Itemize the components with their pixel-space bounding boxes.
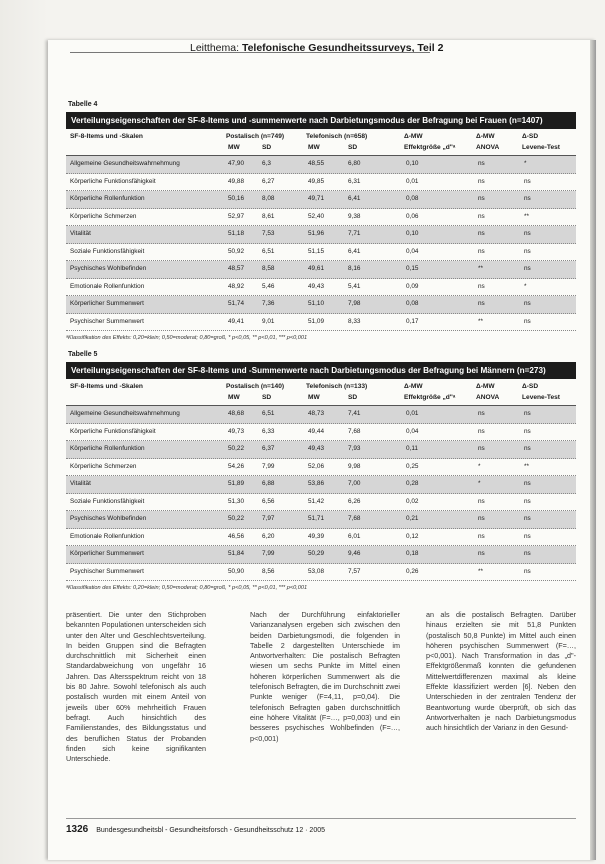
- table-column-headers: [66, 129, 576, 156]
- table-cell: 0,17: [406, 317, 419, 325]
- table-cell: 6,01: [348, 532, 361, 540]
- table-cell: 49,43: [308, 445, 324, 452]
- table-cell: ns: [524, 300, 531, 307]
- col-mw1: MW: [228, 144, 240, 151]
- table-cell: 0,25: [406, 462, 419, 470]
- table-cell: ns: [478, 445, 485, 452]
- table-cell: ns: [524, 445, 531, 452]
- table-cell: 0,01: [406, 410, 419, 417]
- row-label: Vitalität: [70, 480, 91, 487]
- footer-rule: [66, 818, 576, 819]
- table-cell: 0,12: [406, 532, 419, 540]
- table-cell: 7,57: [348, 567, 361, 575]
- table-cell: 0,09: [406, 282, 419, 290]
- page-number: 1326: [66, 824, 89, 835]
- table-cell: 49,43: [308, 282, 324, 290]
- col-sd2: SD: [348, 144, 358, 151]
- table-row: [66, 529, 576, 547]
- table-cell: ns: [524, 265, 531, 272]
- col-anova: ANOVA: [476, 144, 500, 151]
- table-cell: 48,57: [228, 265, 244, 272]
- table-cell: 49,85: [308, 177, 324, 185]
- table-cell: 7,97: [262, 515, 275, 522]
- table-cell: 7,53: [262, 230, 275, 237]
- table-cell: 0,10: [406, 230, 419, 237]
- table-row: [66, 244, 576, 262]
- table-cell: 6,56: [262, 497, 275, 505]
- col-mw2: MW: [308, 144, 320, 151]
- journal-citation: Bundesgesundheitsbl - Gesundheitsforsch - Gesundheitsschutz 12 · 2005: [96, 827, 326, 834]
- table-cell: 7,00: [348, 480, 361, 487]
- table-men: [66, 362, 576, 591]
- table-row: [66, 406, 576, 424]
- col-levene: Levene-Test: [522, 394, 560, 401]
- table-body: [66, 406, 576, 581]
- row-label: Emotionale Rollenfunktion: [70, 532, 145, 540]
- table-cell: 7,99: [262, 550, 275, 557]
- table-cell: ns: [524, 567, 531, 575]
- table-cell: **: [478, 265, 483, 272]
- table-row: [66, 459, 576, 477]
- table-cell: 7,71: [348, 230, 361, 237]
- table-cell: 50,16: [228, 195, 244, 202]
- table-cell: 48,55: [308, 160, 324, 167]
- col-sd2: SD: [348, 394, 358, 401]
- table-cell: 5,41: [348, 282, 361, 290]
- table-row: [66, 546, 576, 564]
- table-cell: ns: [524, 195, 531, 202]
- table-cell: 7,68: [348, 427, 361, 435]
- table-cell: 9,01: [262, 317, 275, 325]
- row-label: Psychischer Summenwert: [70, 317, 144, 325]
- table-row: [66, 261, 576, 279]
- col-group2: Telefonisch (n=658): [306, 133, 368, 140]
- table-cell: 47,90: [228, 160, 244, 167]
- table-cell: 0,08: [406, 195, 419, 202]
- table-title: Verteilungseigenschaften der SF-8-Items und -summenwerte nach Darbietungsmodus der Befragung bei Frauen (n=1407): [66, 112, 576, 129]
- table-cell: 53,86: [308, 480, 324, 487]
- table-cell: ns: [524, 410, 531, 417]
- table-cell: ns: [478, 532, 485, 540]
- table-cell: 49,73: [228, 427, 244, 435]
- table-cell: 49,88: [228, 177, 244, 185]
- table-cell: ns: [478, 550, 485, 557]
- table-cell: *: [524, 160, 527, 167]
- table-body: [66, 156, 576, 331]
- body-column-1: präsentiert. Die unter den Stichproben bekannten Populationen unterscheiden sich unter den Alter und Geschlechtsverteilung. In beiden Gruppen sind die Befragten durchschnittlich mit Sicherheit einen Standardabweichung von ungefähr 16 Jahren. Das Altersspektrum reicht von 18 bis 80 Jahre. Sowohl telefonisch als auch postalisch wurden mit einem Anteil von jeweils über 60% mehrheitlich Frauen befragt. Auch hinsichtlich des Familienstandes, des Bildungsstatus und des beruflichen Status der Probanden finden sich keine signifikanten Unterschiede.: [66, 610, 206, 764]
- table-women: [66, 112, 576, 341]
- col-effekt: Effektgröße „d"ᵃ: [404, 394, 456, 401]
- table-cell: 0,11: [406, 445, 418, 452]
- col-dsd: Δ-SD: [522, 383, 539, 390]
- table-cell: 51,15: [308, 247, 324, 255]
- table-cell: 46,56: [228, 532, 244, 540]
- table-cell: 51,09: [308, 317, 324, 325]
- table-cell: 50,92: [228, 247, 244, 255]
- col-mw2: MW: [308, 394, 320, 401]
- row-label: Soziale Funktionsfähigkeit: [70, 247, 145, 255]
- table-cell: 0,06: [406, 212, 419, 220]
- table-cell: 49,44: [308, 427, 324, 435]
- table-cell: 50,22: [228, 445, 244, 452]
- table-cell: ns: [478, 195, 485, 202]
- table-cell: ns: [524, 317, 531, 325]
- table-cell: ns: [524, 480, 531, 487]
- row-label: Vitalität: [70, 230, 91, 237]
- table-cell: 48,68: [228, 410, 244, 417]
- table-cell: **: [524, 212, 529, 220]
- table-cell: 6,3: [262, 160, 271, 167]
- table-row: [66, 296, 576, 314]
- table-cell: 8,33: [348, 317, 361, 325]
- row-label: Körperliche Schmerzen: [70, 212, 137, 220]
- table-cell: 6,41: [348, 247, 361, 255]
- row-label: Körperliche Rollenfunktion: [70, 445, 145, 452]
- table-cell: 0,02: [406, 497, 419, 505]
- table-cell: 9,98: [348, 462, 361, 470]
- col-sd1: SD: [262, 144, 272, 151]
- table-row: [66, 564, 576, 582]
- table-row: [66, 441, 576, 459]
- table-cell: 6,31: [348, 177, 361, 185]
- table-cell: 7,99: [262, 462, 275, 470]
- table-cell: ns: [478, 247, 485, 255]
- table-row: [66, 226, 576, 244]
- header-rule: [70, 52, 430, 53]
- table-cell: ns: [524, 177, 531, 185]
- table-cell: **: [478, 567, 483, 575]
- table-cell: ns: [478, 282, 485, 290]
- col-dmw2: Δ-MW: [476, 133, 495, 140]
- table-cell: 9,38: [348, 212, 361, 220]
- table-cell: 0,18: [406, 550, 419, 557]
- body-column-3: an als die postalisch Befragten. Darüber hinaus erzielten sie mit 51,8 Punkten (postalisch 50,8 Punkte) im Mittel auch einen höheren psychischen Summenwert (F=…, p<0,001). Nach Transformation in das „d"-Effektgrößenmaß konnten die gefundenen Mittelwertdifferenzen maximal als kleine Effekte klassifiziert werden [6]. Neben den Unterschieden in der zentralen Tendenz der Beantwortung wurde überprüft, ob sich das Antwortverhalten je nach Darbietungsmodus auch hinsichtlich der Varianz in den Gesund-: [426, 610, 576, 733]
- table-cell: 49,41: [228, 317, 244, 325]
- running-head-title: Telefonische Gesundheitssurveys, Teil 2: [241, 42, 444, 54]
- table-cell: 49,39: [308, 532, 324, 540]
- table-cell: 52,40: [308, 212, 324, 220]
- table-cell: 0,21: [406, 515, 419, 522]
- table-cell: 51,74: [228, 300, 244, 307]
- table-cell: ns: [478, 427, 485, 435]
- table-column-headers: [66, 379, 576, 406]
- table-cell: ns: [478, 300, 485, 307]
- table-note: ᵃKlassifikation des Effekts: 0,20=klein; 0,50=moderat; 0,80=groß, * p<0,05, ** p<0,01, *** p<0,001: [66, 335, 308, 341]
- row-label: Körperlicher Summenwert: [70, 300, 144, 307]
- page-fold-shadow: [590, 40, 596, 860]
- table-cell: ns: [478, 160, 485, 167]
- table-label: Tabelle 4: [68, 101, 98, 108]
- row-label: Psychisches Wohlbefinden: [70, 265, 147, 272]
- table-cell: 6,41: [348, 195, 361, 202]
- col-group1: Postalisch (n=140): [226, 383, 285, 390]
- col-anova: ANOVA: [476, 394, 500, 401]
- table-cell: ns: [524, 550, 531, 557]
- table-cell: 8,08: [262, 195, 275, 202]
- row-label: Psychisches Wohlbefinden: [70, 515, 147, 522]
- row-label: Körperliche Funktionsfähigkeit: [70, 427, 156, 435]
- table-cell: 51,96: [308, 230, 324, 237]
- table-cell: 51,42: [308, 497, 324, 505]
- scan-margin: [0, 0, 48, 864]
- row-label: Allgemeine Gesundheitswahrnehmung: [70, 160, 180, 167]
- col-levene: Levene-Test: [522, 144, 560, 151]
- table-cell: ns: [478, 212, 485, 220]
- table-cell: ns: [478, 410, 485, 417]
- table-cell: 6,37: [262, 445, 275, 452]
- table-cell: 6,88: [262, 480, 275, 487]
- col-scales: SF-8-Items und -Skalen: [70, 133, 143, 140]
- table-cell: ns: [478, 177, 485, 185]
- table-row: [66, 476, 576, 494]
- table-row: [66, 279, 576, 297]
- table-label: Tabelle 5: [68, 351, 98, 358]
- table-cell: 7,98: [348, 300, 361, 307]
- table-cell: 51,84: [228, 550, 244, 557]
- table-row: [66, 314, 576, 332]
- table-cell: ns: [478, 230, 485, 237]
- row-label: Psychischer Summenwert: [70, 567, 144, 575]
- table-cell: 6,20: [262, 532, 275, 540]
- table-cell: 53,08: [308, 567, 324, 575]
- row-label: Körperliche Funktionsfähigkeit: [70, 177, 156, 185]
- row-label: Körperlicher Summenwert: [70, 550, 144, 557]
- table-cell: 49,71: [308, 195, 324, 202]
- col-scales: SF-8-Items und -Skalen: [70, 383, 143, 390]
- table-row: [66, 156, 576, 174]
- table-cell: 48,92: [228, 282, 244, 290]
- table-cell: **: [478, 317, 483, 325]
- col-dmw: Δ-MW: [404, 383, 423, 390]
- row-label: Allgemeine Gesundheitswahrnehmung: [70, 410, 180, 417]
- row-label: Körperliche Rollenfunktion: [70, 195, 145, 202]
- table-cell: 48,73: [308, 410, 324, 417]
- table-cell: 8,58: [262, 265, 275, 272]
- table-cell: 6,33: [262, 427, 275, 435]
- table-cell: ns: [524, 532, 531, 540]
- running-head-prefix: Leitthema:: [190, 42, 240, 54]
- table-cell: 51,89: [228, 480, 244, 487]
- table-cell: 8,16: [348, 265, 361, 272]
- table-row: [66, 191, 576, 209]
- col-mw1: MW: [228, 394, 240, 401]
- table-cell: 6,80: [348, 160, 361, 167]
- table-cell: 6,27: [262, 177, 275, 185]
- table-cell: 7,41: [348, 410, 361, 417]
- table-cell: 50,29: [308, 550, 324, 557]
- table-row: [66, 209, 576, 227]
- table-cell: 7,36: [262, 300, 275, 307]
- col-dsd: Δ-SD: [522, 133, 539, 140]
- table-cell: **: [524, 462, 529, 470]
- table-cell: 9,46: [348, 550, 361, 557]
- table-note: ᵃKlassifikation des Effekts: 0,20=klein; 0,50=moderat; 0,80=groß, * p<0,05, ** p<0,01, *** p<0,001: [66, 585, 308, 591]
- table-cell: 51,10: [308, 300, 324, 307]
- table-cell: 0,28: [406, 480, 419, 487]
- table-cell: 0,10: [406, 160, 419, 167]
- col-sd1: SD: [262, 394, 272, 401]
- table-row: [66, 511, 576, 529]
- row-label: Emotionale Rollenfunktion: [70, 282, 145, 290]
- table-cell: *: [478, 462, 481, 470]
- table-cell: ns: [478, 515, 485, 522]
- table-cell: 54,26: [228, 462, 244, 470]
- table-cell: 7,68: [348, 515, 361, 522]
- col-group1: Postalisch (n=749): [226, 133, 285, 140]
- table-cell: 0,04: [406, 427, 419, 435]
- table-cell: ns: [524, 497, 531, 505]
- table-cell: 52,06: [308, 462, 324, 470]
- table-row: [66, 174, 576, 192]
- row-label: Körperliche Schmerzen: [70, 462, 137, 470]
- col-group2: Telefonisch (n=133): [306, 383, 368, 390]
- table-cell: 6,51: [262, 410, 275, 417]
- table-cell: 0,04: [406, 247, 419, 255]
- table-cell: 50,22: [228, 515, 244, 522]
- col-dmw: Δ-MW: [404, 133, 423, 140]
- col-dmw2: Δ-MW: [476, 383, 495, 390]
- table-cell: 8,56: [262, 567, 275, 575]
- table-cell: 5,46: [262, 282, 275, 290]
- table-cell: ns: [524, 515, 531, 522]
- table-cell: *: [478, 480, 481, 487]
- table-cell: 6,26: [348, 497, 361, 505]
- table-row: [66, 424, 576, 442]
- table-cell: 0,26: [406, 567, 419, 575]
- table-cell: *: [524, 282, 527, 290]
- body-column-2: Nach der Durchführung einfaktorieller Varianzanalysen ergeben sich zwischen den beiden Darbietungsmodi, die folgenden in Tabelle 2 dargestellten Unterschiede im Antwortverhalten: Die postalisch Befragten wiesen um sechs Punkte im Mittel einen höheren körperlichen Summenwert als die telefonisch Befragten, die im Durchschnitt zwei Punkte weniger (F=4,11, p=0,04). Die telefonisch Befragten gaben durchschnittlich eine höhere Vitalität (F=…, p=0,003) und ein besseres psychisches Wohlbefinden (F=…, p<0,001): [250, 610, 400, 743]
- table-cell: 6,51: [262, 247, 275, 255]
- table-cell: 51,30: [228, 497, 244, 505]
- table-cell: ns: [524, 247, 531, 255]
- table-cell: 52,97: [228, 212, 244, 220]
- row-label: Soziale Funktionsfähigkeit: [70, 497, 145, 505]
- table-title: Verteilungseigenschaften der SF-8-Items und -Summenwerte nach Darbietungsmodus der Befragung bei Männern (n=273): [66, 362, 576, 379]
- table-cell: 0,15: [406, 265, 419, 272]
- col-effekt: Effektgröße „d"ᵃ: [404, 144, 456, 151]
- table-cell: 0,01: [406, 177, 419, 185]
- table-cell: 8,61: [262, 212, 275, 220]
- table-cell: ns: [524, 230, 531, 237]
- page-footer: [66, 824, 325, 835]
- table-cell: ns: [524, 427, 531, 435]
- table-cell: 7,93: [348, 445, 361, 452]
- table-cell: 0,08: [406, 300, 419, 307]
- table-cell: ns: [478, 497, 485, 505]
- table-cell: 51,18: [228, 230, 244, 237]
- table-cell: 50,90: [228, 567, 244, 575]
- table-cell: 51,71: [308, 515, 324, 522]
- table-row: [66, 494, 576, 512]
- table-cell: 49,61: [308, 265, 324, 272]
